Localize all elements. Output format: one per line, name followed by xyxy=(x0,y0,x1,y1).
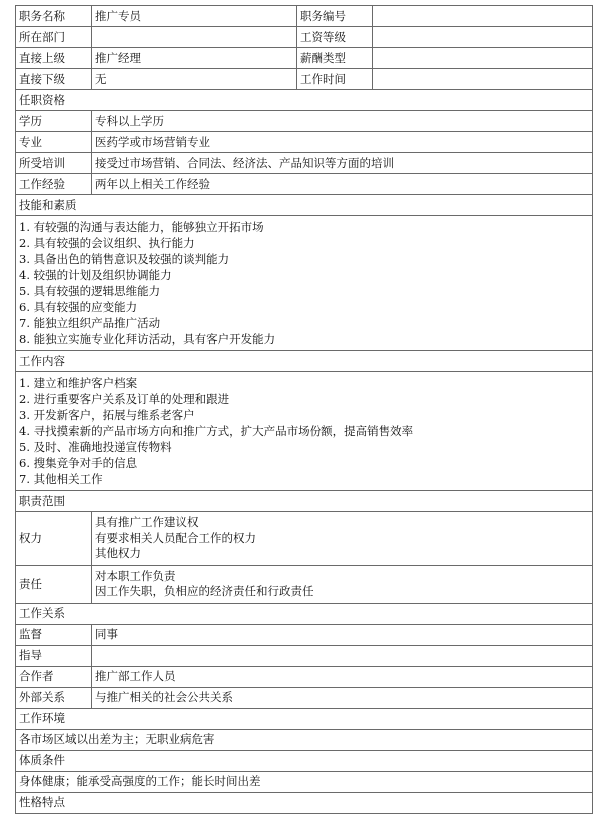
scope-heading: 职责范围 xyxy=(16,491,593,512)
training-label: 所受培训 xyxy=(16,153,92,174)
row-skills-list xyxy=(16,216,593,351)
skill-item: 4. 较强的计划及组织协调能力 xyxy=(19,268,172,282)
section-qualifications xyxy=(16,90,593,111)
superior-value: 推广经理 xyxy=(92,48,297,69)
subordinate-label: 直接下级 xyxy=(16,69,92,90)
superior-label: 直接上级 xyxy=(16,48,92,69)
row-training xyxy=(16,153,593,174)
section-scope xyxy=(16,491,593,512)
partner-label: 合作者 xyxy=(16,666,92,687)
row-job-title xyxy=(16,6,593,27)
qualifications-heading: 任职资格 xyxy=(16,90,593,111)
row-responsibility xyxy=(16,565,593,603)
education-label: 学历 xyxy=(16,111,92,132)
row-physical xyxy=(16,771,593,792)
skills-heading: 技能和素质 xyxy=(16,195,593,216)
duty-item: 3. 开发新客户，拓展与维系老客户 xyxy=(19,408,195,422)
duty-item: 5. 及时、准确地投递宣传物料 xyxy=(19,440,172,454)
row-experience xyxy=(16,174,593,195)
department-value xyxy=(92,27,297,48)
responsibility-label: 责任 xyxy=(16,565,92,603)
salary-grade-label: 工资等级 xyxy=(297,27,373,48)
subordinate-value: 无 xyxy=(92,69,297,90)
supervise-value: 同事 xyxy=(92,624,593,645)
partner-value: 推广部工作人员 xyxy=(92,666,593,687)
guide-value xyxy=(92,645,593,666)
row-subordinate xyxy=(16,69,593,90)
power-item: 具有推广工作建议权 xyxy=(95,515,199,529)
power-item: 有要求相关人员配合工作的权力 xyxy=(95,530,256,545)
section-environment xyxy=(16,708,593,729)
row-supervise xyxy=(16,624,593,645)
skill-item: 1. 有较强的沟通与表达能力，能够独立开拓市场 xyxy=(19,220,264,234)
row-power xyxy=(16,512,593,566)
row-major xyxy=(16,132,593,153)
environment-heading: 工作环境 xyxy=(16,708,593,729)
physical-value: 身体健康；能承受高强度的工作；能长时间出差 xyxy=(16,771,593,792)
experience-value: 两年以上相关工作经验 xyxy=(92,174,593,195)
row-partner xyxy=(16,666,593,687)
duty-item: 2. 进行重要客户关系及订单的处理和跟进 xyxy=(19,392,230,406)
section-duties xyxy=(16,351,593,372)
power-list xyxy=(92,512,593,566)
department-label: 所在部门 xyxy=(16,27,92,48)
relations-heading: 工作关系 xyxy=(16,603,593,624)
skill-item: 3. 具备出色的销售意识及较强的谈判能力 xyxy=(19,252,230,266)
job-title-value: 推广专员 xyxy=(92,6,297,27)
supervise-label: 监督 xyxy=(16,624,92,645)
power-item: 其他权力 xyxy=(95,546,141,560)
environment-value: 各市场区域以出差为主；无职业病危害 xyxy=(16,729,593,750)
duty-item: 4. 寻找摸索新的产品市场方向和推广方式，扩大产品市场份额，提高销售效率 xyxy=(19,424,414,438)
work-time-value xyxy=(373,69,593,90)
row-external xyxy=(16,687,593,708)
skills-list xyxy=(16,216,593,351)
row-department xyxy=(16,27,593,48)
duty-item: 7. 其他相关工作 xyxy=(19,472,103,486)
salary-grade-value xyxy=(373,27,593,48)
external-label: 外部关系 xyxy=(16,687,92,708)
responsibility-item: 因工作失职，负相应的经济责任和行政责任 xyxy=(95,584,314,598)
duties-heading: 工作内容 xyxy=(16,351,593,372)
external-value: 与推广相关的社会公共关系 xyxy=(92,687,593,708)
education-value: 专科以上学历 xyxy=(92,111,593,132)
row-superior xyxy=(16,48,593,69)
job-code-label: 职务编号 xyxy=(297,6,373,27)
job-description-table xyxy=(15,5,593,814)
experience-label: 工作经验 xyxy=(16,174,92,195)
row-guide xyxy=(16,645,593,666)
responsibility-item: 对本职工作负责 xyxy=(95,568,176,583)
responsibility-list xyxy=(92,565,593,603)
salary-type-value xyxy=(373,48,593,69)
major-label: 专业 xyxy=(16,132,92,153)
guide-label: 指导 xyxy=(16,645,92,666)
skill-item: 5. 具有较强的逻辑思维能力 xyxy=(19,284,161,298)
section-skills xyxy=(16,195,593,216)
physical-heading: 体质条件 xyxy=(16,750,593,771)
row-duties-list xyxy=(16,372,593,491)
duties-list xyxy=(16,372,593,491)
skill-item: 6. 具有较强的应变能力 xyxy=(19,300,138,314)
row-education xyxy=(16,111,593,132)
power-label: 权力 xyxy=(16,512,92,566)
job-code-value xyxy=(373,6,593,27)
salary-type-label: 薪酬类型 xyxy=(297,48,373,69)
skill-item: 2. 具有较强的会议组织、执行能力 xyxy=(19,236,195,250)
duty-item: 6. 搜集竞争对手的信息 xyxy=(19,456,138,470)
training-value: 接受过市场营销、合同法、经济法、产品知识等方面的培训 xyxy=(92,153,593,174)
duty-item: 1. 建立和维护客户档案 xyxy=(19,376,138,390)
section-personality xyxy=(16,792,593,813)
row-environment xyxy=(16,729,593,750)
personality-heading: 性格特点 xyxy=(16,792,593,813)
skill-item: 7. 能独立组织产品推广活动 xyxy=(19,316,161,330)
job-title-label: 职务名称 xyxy=(16,6,92,27)
section-relations xyxy=(16,603,593,624)
skill-item: 8. 能独立实施专业化拜访活动，具有客户开发能力 xyxy=(19,332,276,346)
work-time-label: 工作时间 xyxy=(297,69,373,90)
section-physical xyxy=(16,750,593,771)
major-value: 医药学或市场营销专业 xyxy=(92,132,593,153)
